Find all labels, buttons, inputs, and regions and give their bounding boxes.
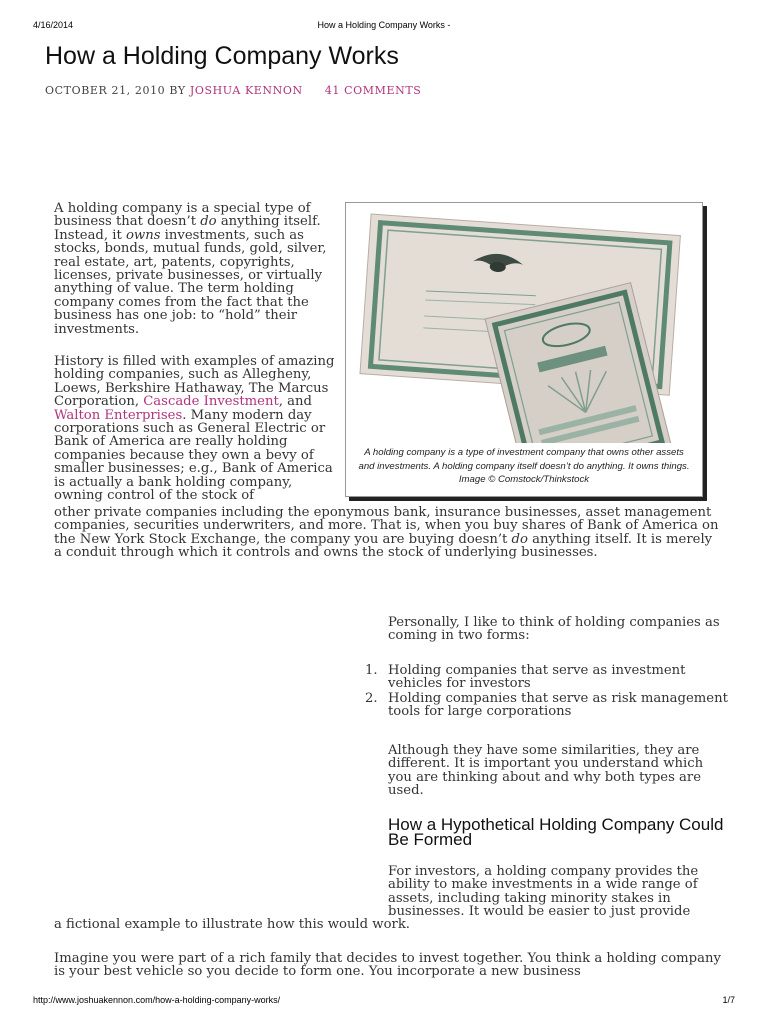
cascade-investment-link[interactable]: Cascade Investment	[143, 394, 279, 410]
list-item: 2. Holding companies that serve as risk management tools for large corporations	[365, 690, 728, 720]
similarities-paragraph: Although they have some similarities, they are different. It is important you understand which you are thinking about and why both types are used.	[388, 743, 704, 799]
print-date: 4/16/2014	[33, 20, 74, 30]
print-page-title: How a Holding Company Works -	[317, 20, 451, 30]
rich-family-paragraph: Imagine you were part of a rich family that decides to invest together. You think a holding company is your best vehicle so you decide to form one. You incorporate a new business	[54, 951, 721, 980]
figure-caption: A holding company is a type of investment company that owns other assets and investments. A holding company itself doesn’t do anything. It owns things. Image © Comstock/Thinkstock	[358, 447, 690, 485]
author-link[interactable]: JOSHUA KENNON	[189, 84, 303, 97]
holding-company-forms-list	[361, 664, 731, 720]
post-date: OCTOBER 21, 2010 BY	[45, 84, 186, 97]
history-paragraph-continued: other private companies including the eponymous bank, insurance businesses, asset management companies, securities underwriters, and more. That is, when you buy shares of Bank of America on the New York Stock Exchange, the company you are buying doesn’t do anything itself. It is merely a conduit through which it controls and owns the stock of underlying businesses.	[54, 505, 719, 561]
comments-link[interactable]: 41 COMMENTS	[324, 84, 422, 97]
print-page-number: 1/7	[722, 995, 735, 1005]
print-url: http://www.joshuakennon.com/how-a-holding-company-works/	[33, 995, 281, 1005]
investors-paragraph: For investors, a holding company provides the ability to make investments in a wide range of assets, including taking minority stakes in businesses. It would be easier to just provide	[388, 864, 699, 920]
two-forms-paragraph: Personally, I like to think of holding companies as coming in two forms:	[388, 615, 720, 644]
stock-certificate-image	[346, 203, 702, 443]
article-title: How a Holding Company Works	[45, 42, 399, 70]
investors-paragraph-continued: a fictional example to illustrate how this would work.	[54, 917, 410, 932]
byline	[45, 84, 421, 97]
stock-certificate-figure	[345, 202, 703, 497]
intro-paragraph: A holding company is a special type of business that doesn’t do anything itself. Instead, it owns investments, such as stocks, bonds, mutual funds, gold, silver, real estate, art, patents, copyrights, licenses, private businesses, or virtually anything of value. The term holding company comes from the fact that the business has one job: to “hold” their investments.	[54, 201, 327, 337]
walton-enterprises-link[interactable]: Walton Enterprises	[54, 407, 183, 423]
history-paragraph: History is filled with examples of amazing holding companies, such as Allegheny, Loews, Berkshire Hathaway, The Marcus Corporation, Cascade Investment, and Walton Enterprises. Many modern day corporations such as General Electric or Bank of America are really holding companies because they own a bevy of smaller businesses; e.g., Bank of America is actually a bank holding company, owning control of the stock of	[54, 354, 335, 504]
list-item: 1. Holding companies that serve as investment vehicles for investors	[365, 663, 686, 692]
section-heading: How a Hypothetical Holding Company Could Be Formed	[388, 815, 724, 849]
